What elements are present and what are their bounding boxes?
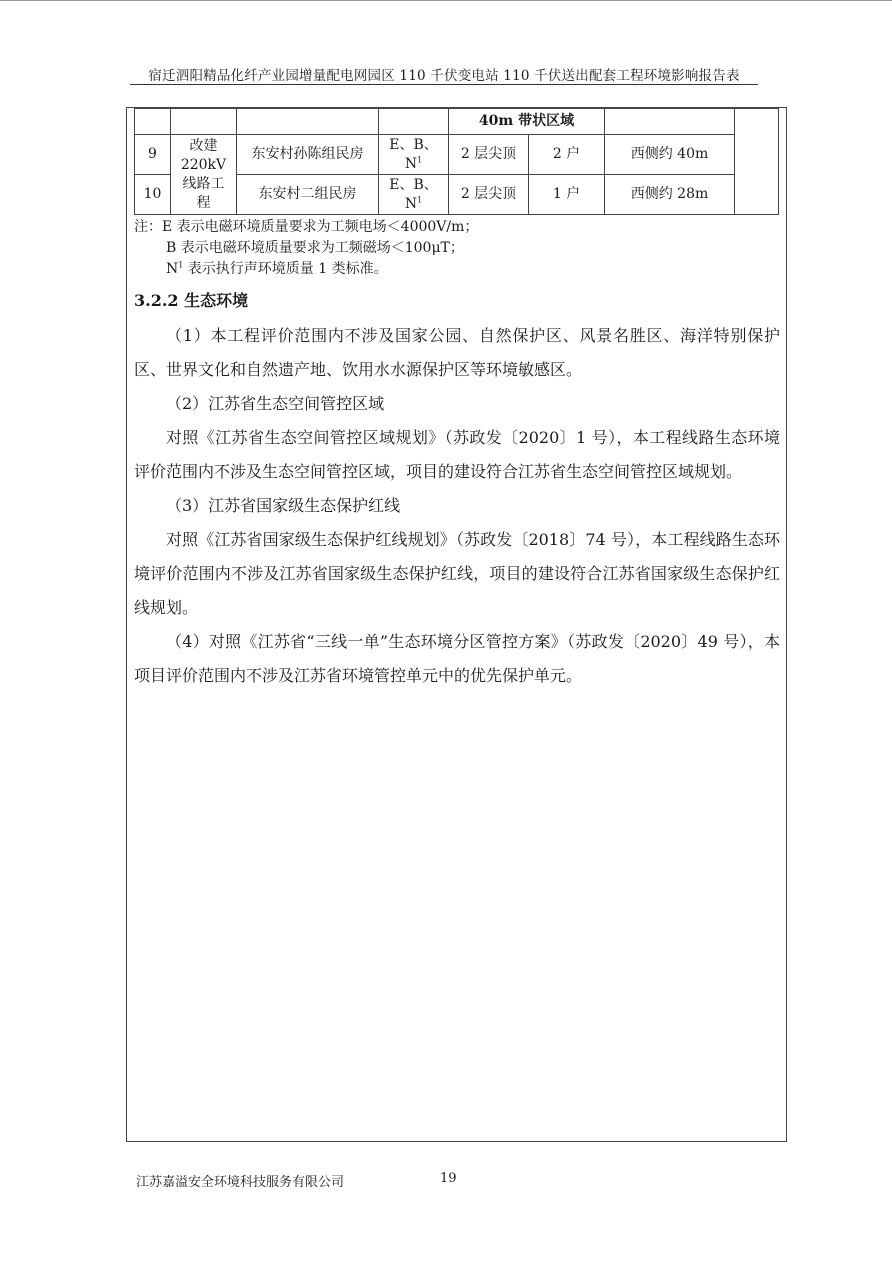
table-row	[135, 135, 779, 175]
note-sup: 1	[178, 260, 184, 270]
header-rule	[130, 84, 758, 85]
factor-cell	[379, 135, 449, 175]
factor-n: N	[404, 155, 418, 172]
row-number: 9	[135, 135, 171, 175]
paragraph: 对照《江苏省国家级生态保护红线规划》（苏政发〔2018〕74 号），本工程线路生态环境评价范围内不涉及江苏省国家级生态保护红线，项目的建设符合江苏省国家级生态保护红线规划。	[134, 530, 780, 617]
paragraph: （1）本工程评价范围内不涉及国家公园、自然保护区、风景名胜区、海洋特别保护区、世界文化和自然遗产地、饮用水水源保护区等环境敏感区。	[134, 326, 780, 379]
note-line: 注：E 表示电磁环境质量要求为工频电场＜4000V/m；	[134, 219, 479, 235]
table-cell	[171, 109, 237, 135]
footer-company: 江苏嘉溢安全环境科技服务有限公司	[136, 1175, 345, 1190]
note-line	[134, 259, 478, 280]
table-cell	[379, 109, 449, 135]
factor-sup: 1	[417, 154, 423, 164]
table-cell	[237, 109, 379, 135]
page-number: 19	[440, 1171, 457, 1186]
note-rest: 表示执行声环境质量 1 类标准。	[183, 261, 388, 277]
factor-sup: 1	[417, 194, 423, 204]
table-notes	[134, 217, 478, 280]
table-cell	[735, 109, 779, 215]
paragraph: （4）对照《江苏省“三线一单”生态环境分区管控方案》（苏政发〔2020〕49 号），本项目评价范围内不涉及江苏省环境管控单元中的优先保护单元。	[134, 632, 780, 685]
paragraph: （3）江苏省国家级生态保护红线	[166, 496, 401, 515]
project-line: 改建	[189, 137, 218, 154]
band-label-cell: 40m 带状区域	[449, 109, 605, 135]
sensitive-targets-table	[134, 108, 779, 215]
factor-cell	[379, 175, 449, 215]
project-line: 220kV	[180, 156, 227, 173]
target-name: 东安村孙陈组民房	[237, 135, 379, 175]
structure-cell: 2 层尖顶	[449, 175, 529, 215]
table-cell	[605, 109, 735, 135]
page-top-rule	[0, 0, 892, 1]
paragraph: 对照《江苏省生态空间管控区域规划》（苏政发〔2020〕1 号），本工程线路生态环境评价范围内不涉及生态空间管控区域，项目的建设符合江苏省生态空间管控区域规划。	[134, 428, 780, 481]
section-body	[134, 319, 780, 693]
paragraph: （2）江苏省生态空间管控区域	[166, 394, 385, 413]
structure-cell: 2 层尖顶	[449, 135, 529, 175]
households-cell: 2 户	[529, 135, 605, 175]
section-title: 3.2.2 生态环境	[134, 291, 249, 310]
document-header: 宿迁泗阳精品化纤产业园增量配电网园区 110 千伏变电站 110 千伏送出配套工程环境影响报告表	[148, 68, 740, 84]
factor-text: E、B、	[389, 136, 438, 153]
households-cell: 1 户	[529, 175, 605, 215]
note-line: B 表示电磁环境质量要求为工频磁场＜100μT；	[166, 240, 464, 256]
table-row	[135, 109, 779, 135]
position-cell: 西侧约 40m	[605, 135, 735, 175]
position-cell: 西侧约 28m	[605, 175, 735, 215]
row-number: 10	[135, 175, 171, 215]
factor-n: N	[404, 195, 418, 212]
project-cell	[171, 135, 237, 215]
project-line: 程	[196, 194, 211, 211]
factor-text: E、B、	[389, 176, 438, 193]
project-line: 线路工	[182, 175, 225, 192]
table-cell	[135, 109, 171, 135]
note-n: N	[166, 261, 179, 277]
target-name: 东安村二组民房	[237, 175, 379, 215]
